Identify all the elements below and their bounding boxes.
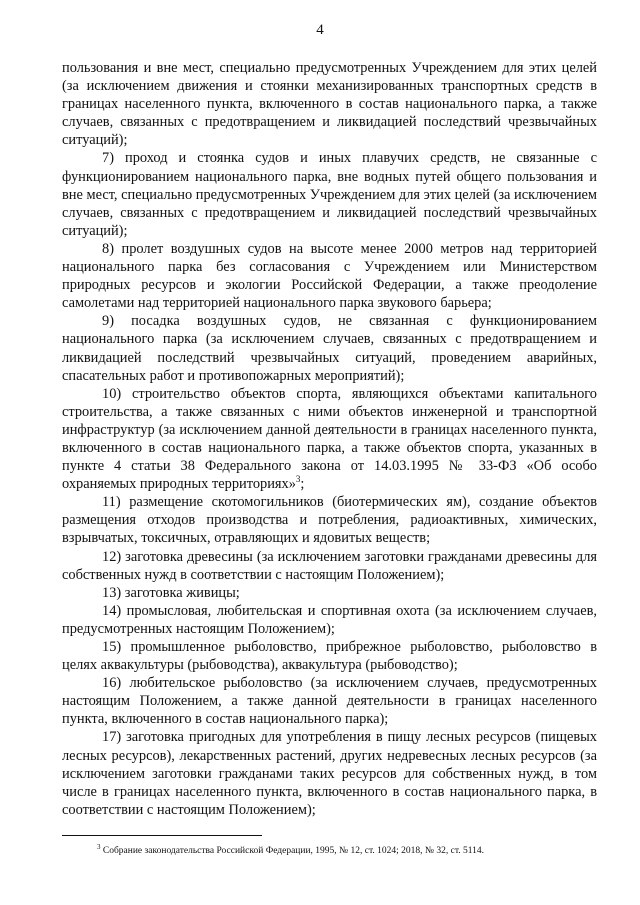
footnote-mark: 3 (97, 842, 101, 851)
document-body (62, 59, 597, 819)
footnote-divider (62, 835, 262, 836)
item-9: 9) посадка воздушных судов, не связанная с функционированием национального парка (за исключением случаев, связанных с предотвращением и ликвидацией последствий чрезвычайных ситуаций, проведением аварийных, спасательных работ и противопожарных мероприятий); (62, 313, 597, 384)
item-7: 7) проход и стоянка судов и иных плавучих средств, не связанные с функционированием национального парка, вне водных путей общего пользования и вне мест, специально предусмотренных Учреждением для этих целей (за исключением случаев, связанных с предотвращением и ликвидацией последствий чрезвычайных ситуаций); (62, 150, 598, 239)
item-16: 16) любительское рыболовство (за исключением случаев, предусмотренных настоящим Положением, а также данной деятельности в границах населенного пункта, включенного в состав национального парка); (62, 675, 597, 728)
item-17: 17) заготовка пригодных для употребления в пищу лесных ресурсов (пищевых лесных ресурсов), лекарственных растений, других недревесных лесных ресурсов (за исключением заготовки гражданами таких ресурсов для собственных нужд, в том числе в границах населенного пункта, включенного в состав национального парка, в соответствии с настоящим Положением); (62, 729, 597, 818)
footnote-reference: 3 (295, 474, 301, 485)
item-13: 13) заготовка живицы; (102, 584, 240, 601)
item-10-text: 10) строительство объектов спорта, являющихся объектами капитального строительства, а также связанных с ними объектов инженерной и транспортной инфраструктур (за исключением данной деятельности в границах населенного пункта, включенного в состав национального парка, а также объектов спорта, указанных в пункте 4 статьи 38 Федерального закона от 14.03.1995 № 33-ФЗ «Об особо охраняемых природных территориях» (62, 385, 597, 493)
footnote-text: Собрание законодательства Российской Федерации, 1995, № 12, ст. 1024; 2018, № 32, ст. 5114. (100, 846, 485, 856)
item-10 (62, 385, 597, 494)
item-8: 8) пролет воздушных судов на высоте менее 2000 метров над территорией национального парка без согласования с Учреждением или Министерством природных ресурсов и экологии Российской Федерации, а также преодоление самолетами над территорией национального парка звукового барьера; (62, 240, 597, 312)
item-11: 11) размещение скотомогильников (биотермических ям), создание объектов размещения отходов производства и потребления, радиоактивных, химических, взрывчатых, токсичных, отравляющих и ядовитых веществ; (62, 494, 597, 547)
item-12: 12) заготовка древесины (за исключением заготовки гражданами древесины для собственных нужд в соответствии с настоящим Положением); (62, 548, 597, 583)
item-10-tail: ; (300, 476, 305, 493)
paragraph-continuation: пользования и вне мест, специально предусмотренных Учреждением для этих целей (за исключением движения и стоянки механизированных транспортных средств в границах населенного пункта, включенного в состав национального парка, а также случаев, связанных с предотвращением и ликвидацией последствий чрезвычайных ситуаций); (62, 60, 597, 149)
item-15: 15) промышленное рыболовство, прибрежное рыболовство, рыболовство в целях аквакультуры (рыбоводства), аквакультура (рыбоводство); (62, 639, 597, 674)
item-14: 14) промысловая, любительская и спортивная охота (за исключением случаев, предусмотренных настоящим Положением); (62, 602, 597, 637)
page-number: 4 (316, 22, 324, 38)
footnote (97, 842, 597, 857)
